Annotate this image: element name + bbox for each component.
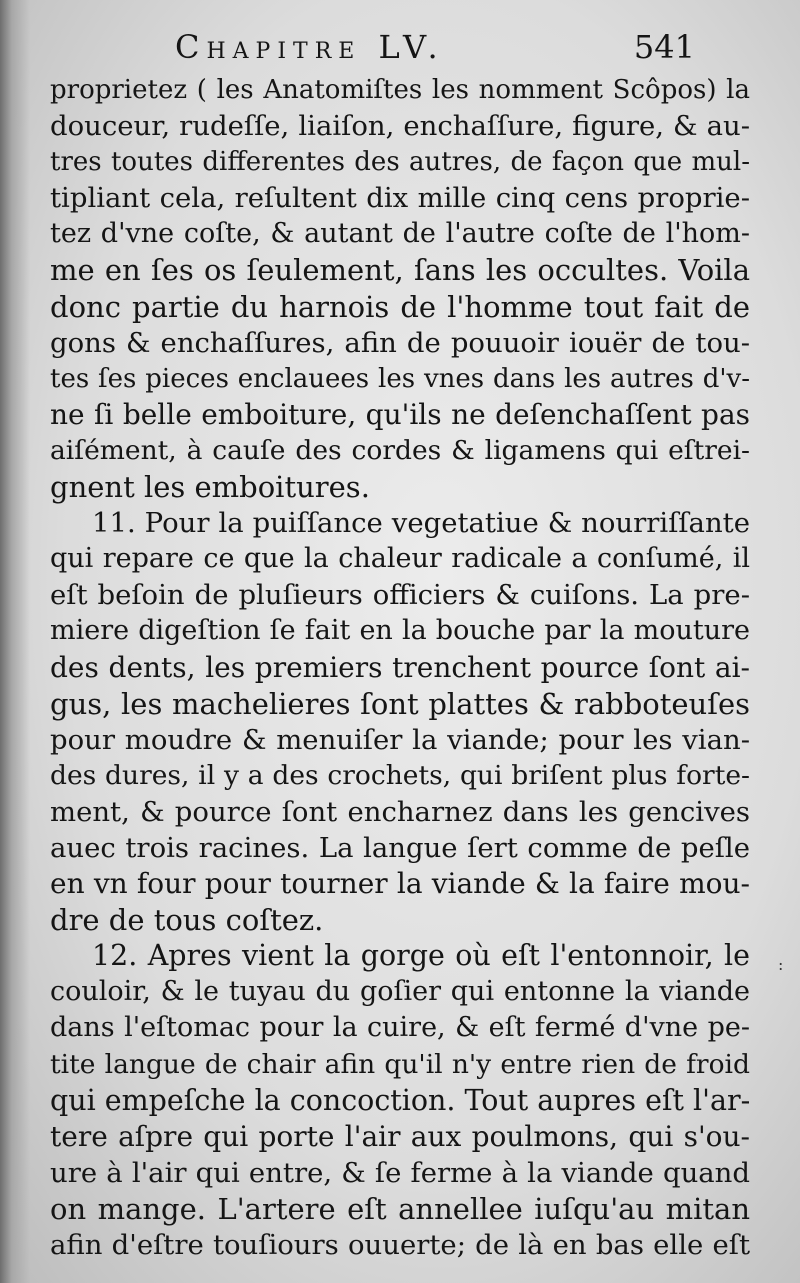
- text-line: donc partie du harnois de l'homme tout fait de: [50, 289, 750, 324]
- text-line: qui repare ce que la chaleur radicale a conſumé, il: [50, 543, 750, 575]
- text-line: douceur, rudeſſe, liaiſon, enchaſſure, figure, & au-: [50, 110, 750, 143]
- text-line: proprietez ( les Anatomiſtes les nomment Scôpos) la: [50, 75, 750, 105]
- text-line: tere aſpre qui porte l'air aux poulmons, qui s'ou-: [50, 1119, 750, 1153]
- margin-speck: :: [778, 955, 784, 974]
- text-line: gus, les machelieres ſont plattes & rabboteuſes: [50, 686, 750, 721]
- paragraph-12-start: 12. Apres vient la gorge où eſt l'entonnoir, le: [92, 939, 750, 973]
- running-title: Chapitre LV.: [175, 28, 445, 66]
- text-line: tez d'vne coſte, & autant de l'autre coſte de l'hom-: [50, 218, 750, 250]
- paragraph-11-start: 11. Pour la puiſſance vegetatiue & nourriſſante: [92, 507, 750, 540]
- text-line: qui empeſche la concoction. Tout aupres eſt l'ar-: [50, 1083, 751, 1117]
- body-text: [50, 72, 750, 1263]
- text-line: tres toutes differentes des autres, de façon que mul-: [50, 147, 750, 178]
- text-line: aiſément, à cauſe des cordes & ligamens qui eſtrei-: [50, 434, 750, 466]
- text-line: dre de tous coſtez.: [50, 903, 324, 938]
- page-header: [175, 28, 695, 78]
- text-line: tes ſes pieces enclauees les vnes dans les autres d'v-: [50, 363, 750, 394]
- page-gutter-shadow: [0, 0, 30, 1283]
- text-line: ment, & pource ſont encharnez dans les gencives: [50, 795, 750, 828]
- text-line: tite langue de chair afin qu'il n'y entre rien de froid: [50, 1048, 750, 1080]
- text-line: couloir, & le tuyau du goſier qui entonne la viande: [50, 976, 750, 1008]
- text-line: pour moudre & menuiſer la viande; pour les vian-: [50, 723, 750, 756]
- text-line: tipliant cela, reſultent dix mille cinq cens proprie-: [50, 182, 750, 215]
- text-line: me en ſes os ſeulement, ſans les occultes. Voila: [50, 253, 750, 288]
- text-line: gons & enchaſſures, afin de pouuoir iouër de tou-: [50, 326, 750, 359]
- text-line: gnent les emboitures.: [50, 470, 370, 505]
- page-number: 541: [633, 28, 695, 66]
- text-line: des dents, les premiers trenchent pource ſont ai-: [50, 650, 750, 684]
- text-line: on mange. L'artere eſt annellee iuſqu'au mitan: [50, 1191, 750, 1226]
- text-line: auec trois racines. La langue ſert comme de peſle: [50, 831, 750, 864]
- text-line: miere digeſtion ſe fait en la bouche par la mouture: [50, 615, 750, 647]
- text-line: en vn four pour tourner la viande & la faire mou-: [50, 867, 750, 901]
- text-line: dans l'eſtomac pour la cuire, & eſt fermé d'vne pe-: [50, 1012, 750, 1044]
- text-line: des dures, il y a des crochets, qui briſent plus forte-: [50, 759, 750, 791]
- text-line: afin d'eſtre touſiours ouuerte; de là en bas elle eſt: [50, 1229, 750, 1261]
- text-line: ne ſi belle emboiture, qu'ils ne deſenchaſſent pas: [50, 397, 750, 431]
- text-line: eſt beſoin de pluſieurs officiers & cuiſons. La pre-: [50, 579, 750, 612]
- text-line: ure à l'air qui entre, & ſe ferme à la viande quand: [50, 1156, 750, 1189]
